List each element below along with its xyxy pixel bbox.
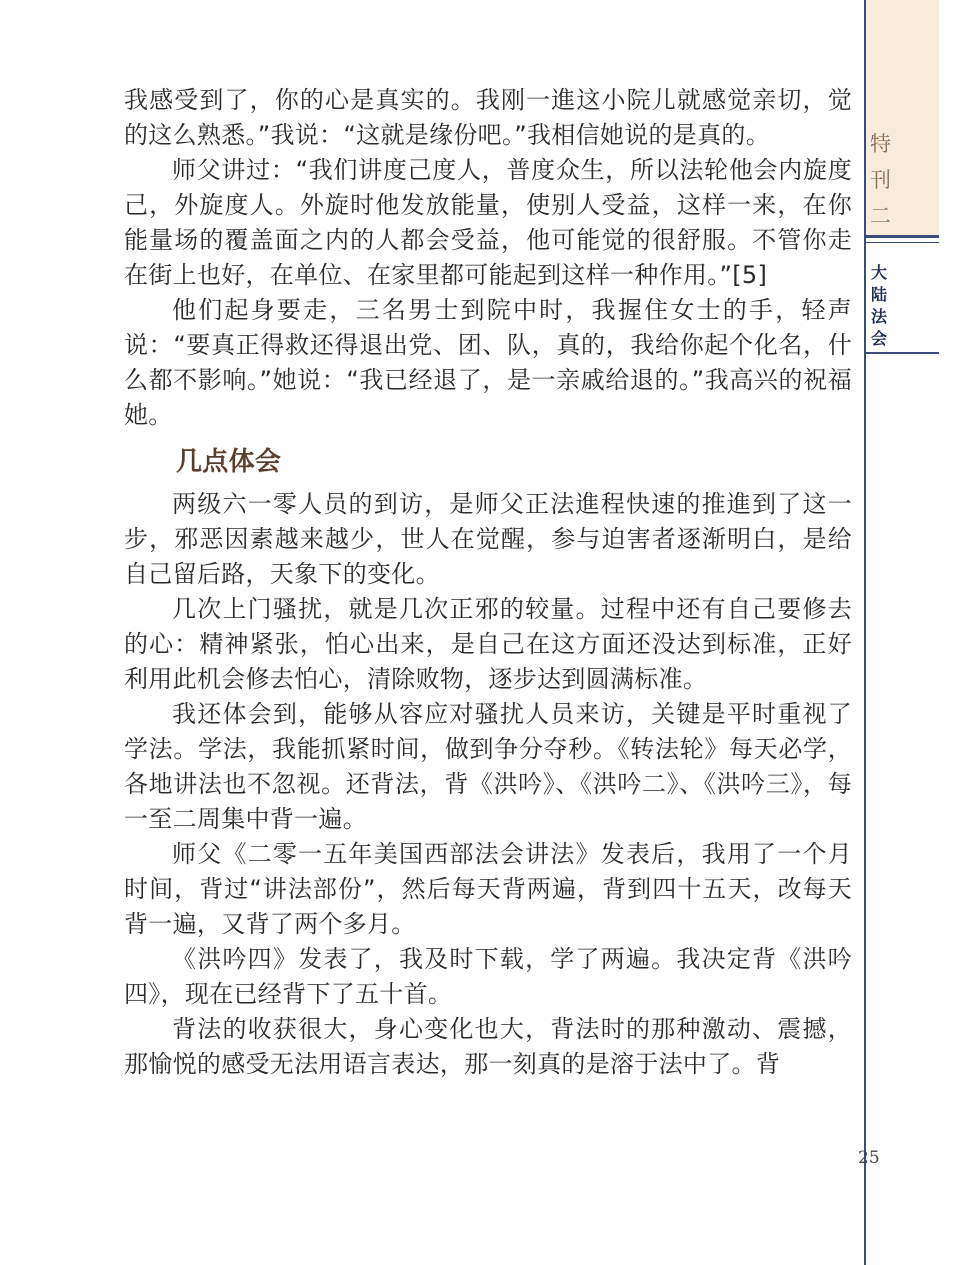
section-heading: 几点体会 [176,447,282,477]
section-char: 陆 [871,285,888,304]
sidebar-divider-bottom [866,352,939,354]
issue-char: 二 [870,204,891,228]
paragraph: 《洪吟四》发表了，我及时下载，学了两遍。我决定背《洪吟四》，现在已经背下了五十首。 [124,945,852,1008]
issue-char: 刊 [870,168,891,192]
paragraph: 他们起身要走，三名男士到院中时，我握住女士的手，轻声说：“要真正得救还得退出党、团、队，真的，我给你起个化名，什么都不影响。”她说：“我已经退了，是一亲戚给退的。”我高兴的祝福她。 [124,296,852,429]
section-label [871,262,893,350]
sidebar-divider [866,235,939,238]
paragraph: 两级六一零人员的到访，是师父正法進程快速的推進到了这一步，邪恶因素越来越少，世人在觉醒，参与迫害者逐渐明白，是给自己留后路，天象下的变化。 [124,490,852,588]
sidebar-divider-thin [866,242,939,243]
paragraph: 师父《二零一五年美国西部法会讲法》发表后，我用了一个月时间，背过“讲法部份”，然后每天背两遍，背到四十五天，改每天背一遍，又背了两个多月。 [124,840,852,938]
paragraph: 几次上门骚扰，就是几次正邪的较量。过程中还有自己要修去的心：精神紧张，怕心出来，是自己在这方面还没达到标准，正好利用此机会修去怕心，清除败物，逐步达到圆满标准。 [124,595,852,693]
paragraph: 我还体会到，能够从容应对骚扰人员来访，关键是平时重视了学法。学法，我能抓紧时间，做到争分夺秒。《转法轮》每天必学，各地讲法也不忽视。还背法，背《洪吟》、《洪吟二》、《洪吟三》，每一至二周集中背一遍。 [124,700,852,833]
section-char: 会 [871,329,888,348]
paragraph: 背法的收获很大，身心变化也大，背法时的那种激动、震撼，那愉悦的感受无法用语言表达，那一刻真的是溶于法中了。背 [124,1015,852,1078]
paragraph: 我感受到了，你的心是真实的。我刚一進这小院儿就感觉亲切，觉的这么熟悉。”我说：“这就是缘份吧。”我相信她说的是真的。 [124,86,852,149]
sidebar-rule [864,0,866,1265]
section-char: 法 [871,307,888,326]
issue-label [870,126,892,234]
section-char: 大 [871,263,888,282]
paragraph: 师父讲过：“我们讲度己度人，普度众生，所以法轮他会内旋度己，外旋度人。外旋时他发放能量，使别人受益，这样一来，在你能量场的覆盖面之内的人都会受益，他可能觉的很舒服。不管你走在街上也好，在单位、在家里都可能起到这样一种作用。”[5] [124,156,852,289]
article-body [124,83,852,1082]
page-number: 25 [858,1148,880,1168]
issue-char: 特 [870,132,891,156]
